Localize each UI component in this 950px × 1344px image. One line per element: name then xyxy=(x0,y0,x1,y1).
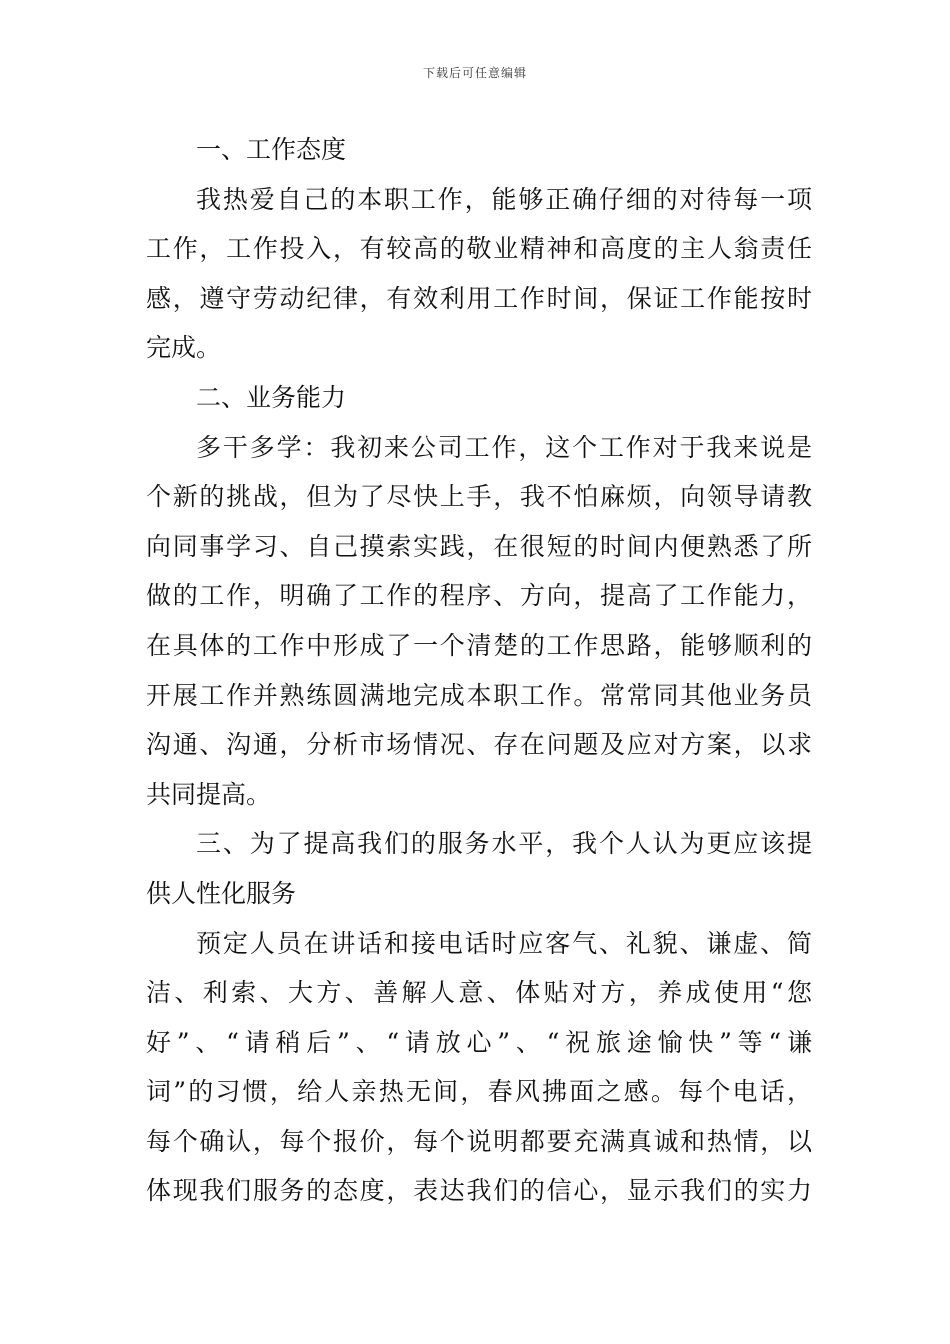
text-line: 词”的习惯，给人亲热无间，春风拂面之感。每个电话， xyxy=(146,1077,812,1107)
text-line: 好”、“请稍后”、“请放心”、“祝旅途愉快”等“谦 xyxy=(146,1027,812,1057)
text-line: 做的工作，明确了工作的程序、方向，提高了工作能力， xyxy=(146,581,812,611)
text-line: 工作，工作投入，有较高的敬业精神和高度的主人翁责任 xyxy=(146,234,812,264)
text-line: 完成。 xyxy=(146,333,222,363)
text-line: 三、为了提高我们的服务水平，我个人认为更应该提 xyxy=(196,829,812,859)
text-line: 一、工作态度 xyxy=(196,135,347,164)
text-line: 多干多学：我初来公司工作，这个工作对于我来说是 xyxy=(196,432,812,462)
document-body xyxy=(146,125,812,1216)
text-line: 体现我们服务的态度，表达我们的信心，显示我们的实力 xyxy=(146,1176,812,1206)
text-line: 在具体的工作中形成了一个清楚的工作思路，能够顺利的 xyxy=(146,630,812,660)
text-line: 共同提高。 xyxy=(146,779,272,809)
text-line: 向同事学习、自己摸索实践，在很短的时间内便熟悉了所 xyxy=(146,531,812,561)
text-line: 供人性化服务 xyxy=(146,878,297,908)
text-line: 二、业务能力 xyxy=(196,382,347,412)
text-line: 沟通、沟通，分析市场情况、存在问题及应对方案，以求 xyxy=(146,730,812,760)
text-line: 感，遵守劳动纪律，有效利用工作时间，保证工作能按时 xyxy=(146,283,812,313)
text-line: 洁、利索、大方、善解人意、体贴对方，养成使用“您 xyxy=(146,978,812,1008)
text-line: 个新的挑战，但为了尽快上手，我不怕麻烦，向领导请教 xyxy=(146,482,812,512)
page-header: 下载后可任意编辑 xyxy=(422,66,527,80)
text-line: 每个确认，每个报价，每个说明都要充满真诚和热情，以 xyxy=(146,1126,812,1156)
text-line: 预定人员在讲话和接电话时应客气、礼貌、谦虚、简 xyxy=(196,928,812,958)
text-line: 我热爱自己的本职工作，能够正确仔细的对待每一项 xyxy=(196,184,812,214)
text-line: 开展工作并熟练圆满地完成本职工作。常常同其他业务员 xyxy=(146,680,812,710)
